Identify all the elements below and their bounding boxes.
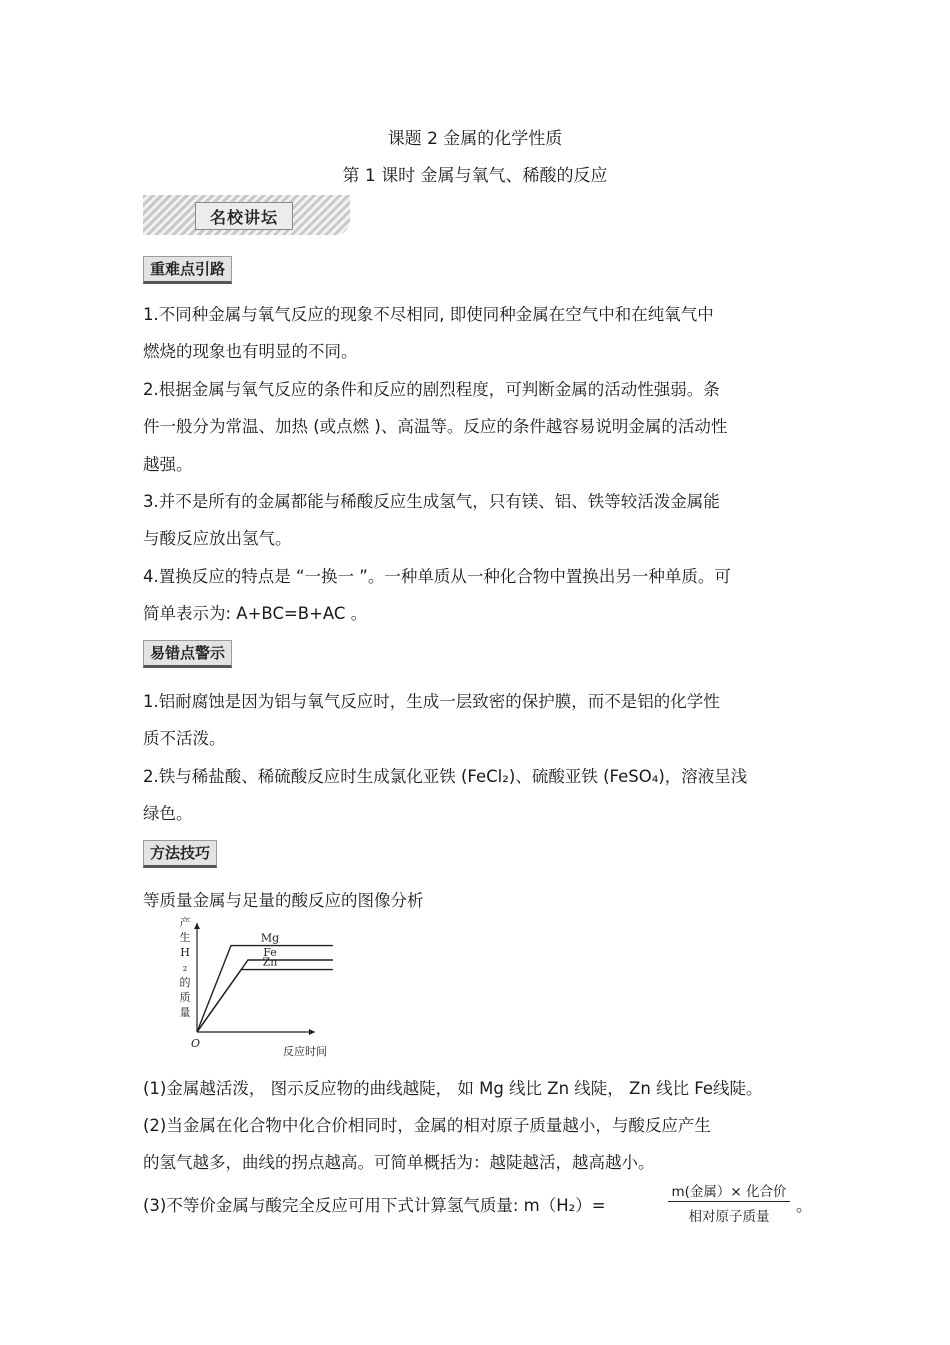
text-line: 与酸反应放出氢气。: [143, 529, 292, 548]
section-banner: [143, 195, 350, 235]
series-label-mg: Mg: [260, 931, 280, 945]
text-line: 质不活泼。: [143, 729, 226, 748]
text-line: 的氢气越多，曲线的拐点越高。可简单概括为：越陡越活，越高越小。: [143, 1153, 655, 1172]
y-axis-label-char: H: [180, 946, 190, 959]
origin-label: O: [191, 1037, 201, 1050]
fraction-bar: [668, 1201, 790, 1202]
y-axis-label-char: 质: [179, 991, 191, 1004]
text-line: 燃烧的现象也有明显的不同。: [143, 342, 358, 361]
text-line: 越强。: [143, 455, 193, 474]
y-axis-arrow: [194, 923, 200, 929]
text-line: 绿色。: [143, 804, 193, 823]
text-line: 件一般分为常温、加热 (或点燃 )、高温等。反应的条件越容易说明金属的活动性: [143, 417, 728, 436]
section-heading-key-points: 重难点引路: [143, 256, 232, 284]
banner-label: 名校讲坛: [195, 202, 293, 230]
text-line: (2)当金属在化合物中化合价相同时，金属的相对原子质量越小，与酸反应产生: [143, 1116, 711, 1135]
y-axis-label-char: 的: [179, 976, 191, 989]
text-line: 4.置换反应的特点是 “一换一 ”。一种单质从一种化合物中置换出另一种单质。可: [143, 567, 731, 586]
x-axis-label: 反应时间: [283, 1045, 327, 1058]
text-line: 2.根据金属与氧气反应的条件和反应的剧烈程度，可判断金属的活动性强弱。条: [143, 380, 720, 399]
page-title: 课题 2 金属的化学性质: [387, 129, 563, 149]
series-label-fe: Fe: [263, 946, 277, 959]
text-line: 3.并不是所有的金属都能与稀酸反应生成氢气，只有镁、铝、铁等较活泼金属能: [143, 492, 720, 511]
text-line: 1.铝耐腐蚀是因为铝与氧气反应时，生成一层致密的保护膜，而不是铝的化学性: [143, 692, 720, 711]
text-line: 简单表示为: A+BC=B+AC 。: [143, 604, 368, 623]
hydrogen-mass-chart: [175, 915, 335, 1060]
formula-prefix: (3)不等价金属与酸完全反应可用下式计算氢气质量: m（H₂）=: [143, 1196, 606, 1215]
text-line: 1.不同种金属与氧气反应的现象不尽相同, 即使同种金属在空气中和在纯氧气中: [143, 305, 714, 324]
formula-denominator: 相对原子质量: [688, 1209, 770, 1225]
x-axis-arrow: [309, 1029, 315, 1035]
section-heading-methods: 方法技巧: [143, 840, 217, 868]
formula-suffix: 。: [796, 1196, 813, 1215]
y-axis-label-char: 产: [179, 916, 191, 929]
section-heading-pitfalls: 易错点警示: [143, 640, 232, 668]
series-line-fe: [197, 960, 333, 1032]
y-axis-label-char: 生: [179, 931, 191, 944]
page-subtitle: 第 1 课时 金属与氧气、稀酸的反应: [342, 166, 608, 186]
formula-numerator: m(金属）× 化合价: [671, 1184, 787, 1200]
series-label-zn: Zn: [262, 955, 278, 969]
text-line: 2.铁与稀盐酸、稀硫酸反应时生成氯化亚铁 (FeCl₂)、硫酸亚铁 (FeSO₄)，溶液呈浅: [143, 767, 748, 786]
chart-caption: 等质量金属与足量的酸反应的图像分析: [143, 891, 424, 910]
y-axis-label-char: 量: [179, 1006, 191, 1019]
text-line: (1)金属越活泼， 图示反应物的曲线越陡， 如 Mg 线比 Zn 线陡， Zn 线比 Fe线陡。: [143, 1079, 763, 1098]
formula-fraction: [664, 1180, 794, 1224]
y-axis-label-char: ₂: [182, 961, 188, 974]
